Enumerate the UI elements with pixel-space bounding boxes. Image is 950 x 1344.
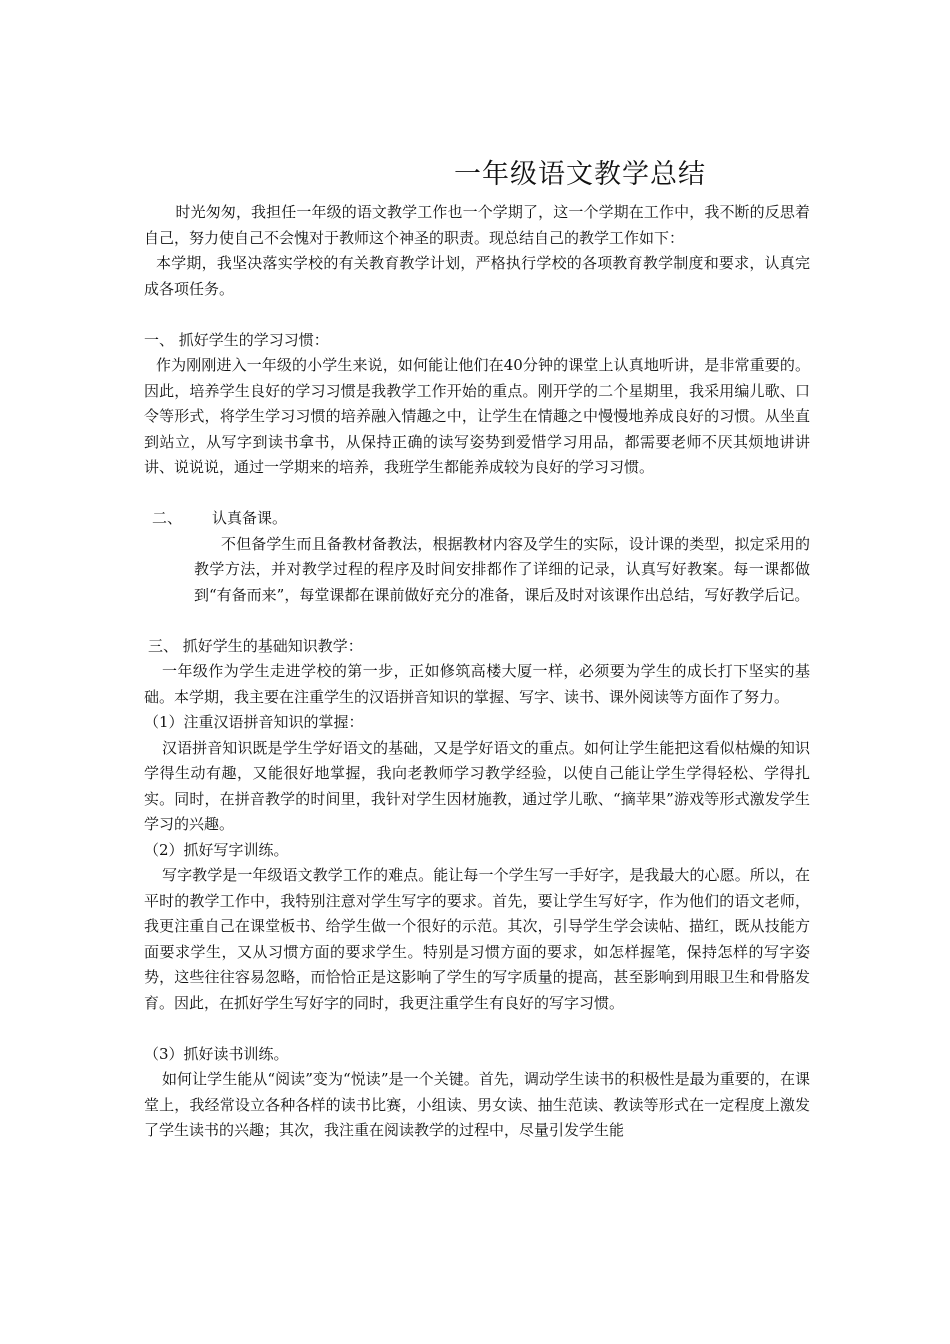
document-body — [144, 200, 810, 1144]
subsection-2-heading: （2）抓好写字训练。 — [144, 840, 289, 859]
subsection-2-paragraph: 写字教学是一年级语文教学工作的难点。能让每一个学生写一手好字，是我最大的心愿。所以，在平时的教学工作中，我特别注意对学生写字的要求。首先，要让学生写好字，作为他们的语文老师，我更注重自己在课堂板书、给学生做一个很好的示范。其次，引导学生学会读帖、描红，既从技能方面要求学生，又从习惯方面的要求学生。特别是习惯方面的要求，如怎样握笔，保持怎样的写字姿势，这些往往容易忽略，而恰恰正是这影响了学生的写字质量的提高，甚至影响到用眼卫生和骨胳发育。因此，在抓好学生写好字的同时，我更注重学生有良好的写字习惯。 — [144, 866, 810, 1012]
section-2-number: 二、 — [152, 509, 183, 527]
section-2-heading — [152, 506, 810, 532]
intro-paragraph-1: 时光匆匆，我担任一年级的语文教学工作也一个学期了，这一个学期在工作中，我不断的反思着自己，努力使自己不会愧对于教师这个神圣的职责。现总结自己的教学工作如下： — [144, 203, 810, 247]
subsection-3-heading: （3）抓好读书训练。 — [144, 1044, 289, 1063]
spacer — [144, 608, 810, 634]
document-title: 一年级语文教学总结 — [454, 159, 706, 190]
subsection-1-heading: （1）注重汉语拼音知识的掌握： — [144, 713, 364, 731]
section-1-paragraph: 作为刚刚进入一年级的小学生来说，如何能让他们在40分钟的课堂上认真地听讲，是非常重要的。因此，培养学生良好的学习习惯是我教学工作开始的重点。刚开学的二个星期里，我采用编儿歌、口令等形式，将学生学习习惯的培养融入情趣之中，让学生在情趣之中慢慢地养成良好的习惯。从坐直到站立，从写字到读书拿书，从保持正确的读写姿势到爱惜学习用品，都需要老师不厌其烦地讲讲讲、说说说，通过一学期来的培养，我班学生都能养成较为良好的学习习惯。 — [144, 356, 810, 476]
section-3-paragraph: 一年级作为学生走进学校的第一步，正如修筑高楼大厦一样，必须要为学生的成长打下坚实的基础。本学期，我主要在注重学生的汉语拼音知识的掌握、写字、读书、课外阅读等方面作了努力。 — [144, 662, 810, 706]
section-2-title: 认真备课。 — [212, 509, 288, 527]
intro-paragraph-2: 本学期，我坚决落实学校的有关教育教学计划，严格执行学校的各项教育教学制度和要求，认真完成各项任务。 — [144, 254, 810, 298]
section-2-paragraph: 不但备学生而且备教材备教法，根据教材内容及学生的实际，设计课的类型，拟定采用的教学方法，并对教学过程的程序及时间安排都作了详细的记录，认真写好教案。每一课都做到“有备而来”，每堂课都在课前做好充分的准备，课后及时对该课作出总结，写好教学后记。 — [194, 534, 810, 604]
spacer — [144, 302, 810, 328]
subsection-1-paragraph: 汉语拼音知识既是学生学好语文的基础，又是学好语文的重点。如何让学生能把这看似枯燥的知识学得生动有趣，又能很好地掌握，我向老教师学习教学经验，以使自己能让学生学得轻松、学得扎实。同时，在拼音教学的时间里，我针对学生因材施教，通过学儿歌、“摘苹果”游戏等形式激发学生学习的兴趣。 — [144, 738, 810, 833]
section-3-heading: 三、 抓好学生的基础知识教学： — [148, 636, 363, 655]
subsection-3-paragraph: 如何让学生能从“阅读”变为“悦读”是一个关键。首先，调动学生读书的积极性是最为重要的，在课堂上，我经常设立各种各样的读书比赛，小组读、男女读、抽生范读、教读等形式在一定程度上激发了学生读书的兴趣；其次，我注重在阅读教学的过程中，尽量引发学生能 — [144, 1070, 810, 1139]
section-2 — [152, 506, 810, 608]
spacer — [144, 1016, 810, 1042]
spacer — [144, 481, 810, 507]
section-1-heading: 一、 抓好学生的学习习惯： — [144, 330, 329, 349]
